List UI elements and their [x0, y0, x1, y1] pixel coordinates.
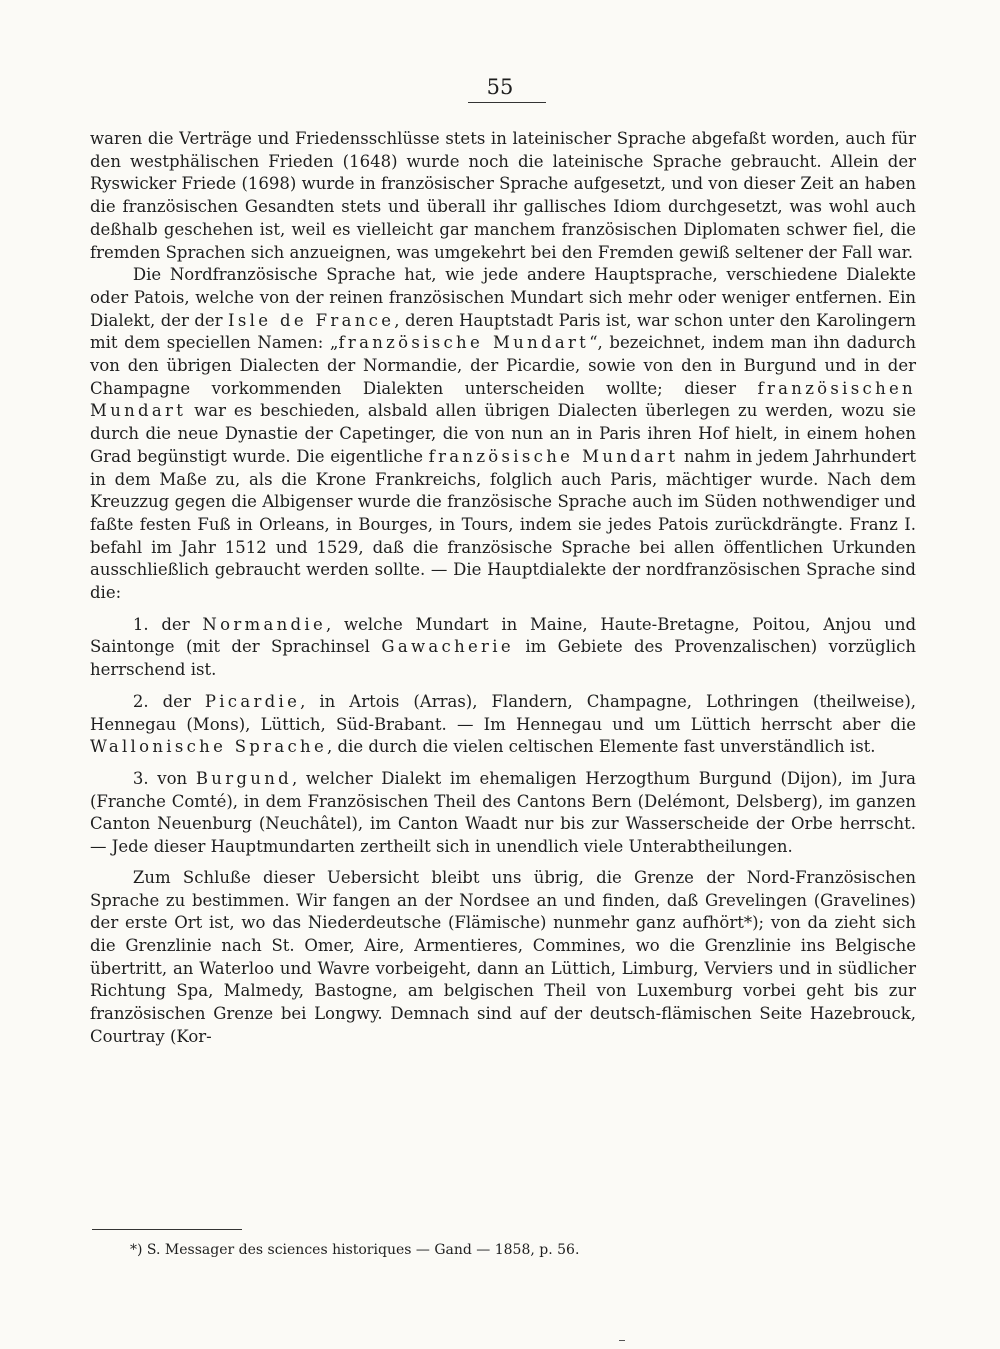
spaced-term: Gawacherie — [381, 637, 514, 657]
spaced-term: Isle de France — [228, 310, 395, 330]
page-number: 55 — [486, 75, 514, 99]
spaced-term: Burgund — [195, 768, 292, 788]
paragraph-border: Zum Schluße dieser Uebersicht bleibt uns übrig, die Grenze der Nord-Französischen Sprache zu bestimmen. Wir fangen an der Nordsee an und finden, daß Grevelingen (Gravelines) der erste Ort ist, wo das Niederdeutsche (Flämische) nunmehr ganz aufhört*); von da zieht sich die Grenzlinie nach St. Omer, Aire, Armentieres, Commines, wo die Grenzlinie ins Belgische übertritt, an Waterloo und Wavre vorbeigeht, dann an Lüttich, Limburg, Verviers und in südlicher Richtung Spa, Malmedy, Bastogne, am belgischen Theil von Luxemburg vorbei geht bis zur französischen Grenze bei Longwy. Demnach sind auf der deutsch-flämischen Seite Hazebrouck, Courtray (Kor- — [90, 867, 916, 1046]
page-mark — [619, 1340, 625, 1341]
footnote-rule — [92, 1229, 242, 1230]
list-item-normandie: 1. der Normandie, welche Mundart in Maine, Haute-Bretagne, Poitou, Anjou und Saintonge (mit der Sprachinsel Gawacherie im Gebiete des Provenzalischen) vorzüglich herrschend ist. — [90, 614, 917, 680]
paragraph-continuation: waren die Verträge und Friedensschlüsse stets in lateinischer Sprache abgefaßt worden, auch für den westphälischen Frieden (1648) wurde noch die lateinische Sprache gebraucht. Allein der Ryswicker Friede (1698) wurde in französischer Sprache aufgesetzt, und von dieser Zeit an haben die französischen Gesandten stets und überall ihr gallisches Idiom durchgesetzt, was wohl auch deßhalb geschehen ist, weil es vielleicht gar manchem französischen Diplomaten schwer fiel, die fremden Sprachen sich anzueignen, was umgekehrt bei den Fremden gewiß seltener der Fall war. — [90, 129, 916, 262]
spaced-term: französische Mundart — [428, 446, 679, 466]
list-item-picardie: 2. der Picardie, in Artois (Arras), Flandern, Champagne, Lothringen (theilweise), Hennegau (Mons), Lüttich, Süd-Brabant. — Im Hennegau und um Lüttich herrscht aber die Wallonische Sprache, die durch die vielen celtischen Elemente fast unverständlich ist. — [90, 691, 916, 757]
spaced-term: Normandie — [202, 614, 327, 634]
spaced-term: Picardie — [204, 691, 301, 711]
body-text — [90, 128, 916, 1048]
spaced-term: französische Mundart — [338, 333, 590, 353]
spaced-term: Wallonische Sprache — [90, 737, 328, 757]
list-item-burgund: 3. von Burgund, welcher Dialekt im ehemaligen Herzogthum Burgund (Dijon), im Jura (Franche Comté), in dem Französischen Theil des Cantons Bern (Delémont, Delsberg), im ganzen Canton Neuenburg (Neuchâtel), im Canton Waadt nur bis zur Wasserscheide der Orbe herrscht. — Jede dieser Hauptmundarten zertheilt sich in unendlich viele Unterabtheilungen. — [90, 768, 916, 857]
header-rule — [468, 102, 546, 103]
spaced-term: französischen Mundart — [90, 378, 916, 421]
paragraph-dialects: Die Nordfranzösische Sprache hat, wie jede andere Hauptsprache, verschiedene Dialekte oder Patois, welche von der reinen französischen Mundart sich mehr oder weniger entfernen. Ein Dialekt, der der Isle de France, deren Hauptstadt Paris ist, war schon unter den Karolingern mit dem speciellen Namen: „französische Mundart“, bezeichnet, indem man ihn dadurch von den übrigen Dialecten der Normandie, der Picardie, sowie von den in Burgund und in der Champagne vorkommenden Dialekten unterscheiden wollte; dieser französischen Mundart war es beschieden, alsbald allen übrigen Dialecten überlegen zu werden, wozu sie durch die neue Dynastie der Capetinger, die von nun an in Paris ihren Hof hielt, in einem hohen Grad begünstigt wurde. Die eigentliche französische Mundart nahm in jedem Jahrhundert in dem Maße zu, als die Krone Frankreichs, folglich auch Paris, mächtiger wurde. Nach dem Kreuzzug gegen die Albigenser wurde die französische Sprache auch im Süden nothwendiger und faßte festen Fuß in Orleans, in Bourges, in Tours, indem sie jedes Patois zurückdrängte. Franz I. befahl im Jahr 1512 und 1529, daß die französische Sprache bei allen öffentlichen Urkunden ausschließlich gebraucht werden sollte. — Die Hauptdialekte der nordfranzösischen Sprache sind die: — [90, 265, 917, 603]
footnote: *) S. Messager des sciences historiques — Gand — 1858, p. 56. — [130, 1242, 580, 1258]
